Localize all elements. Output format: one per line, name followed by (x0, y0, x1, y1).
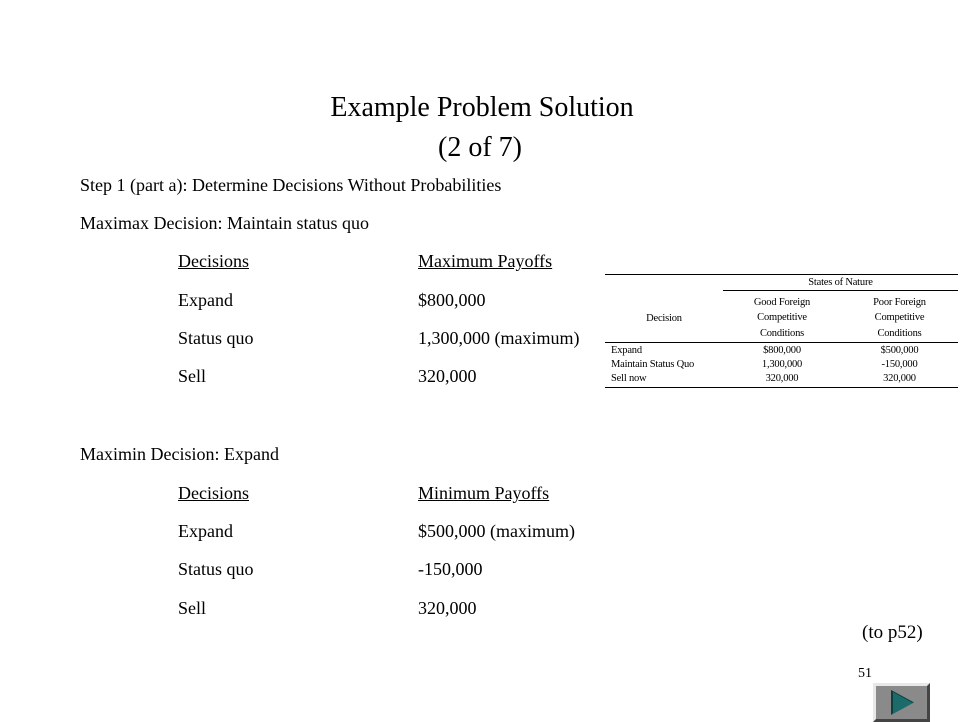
table-row-good: 320,000 (765, 373, 799, 384)
next-slide-button[interactable] (873, 683, 930, 722)
poor-col-header-line: Poor Foreign (873, 297, 926, 308)
maximax-row-decision: Expand (178, 290, 233, 310)
maximin-row-payoff: -150,000 (418, 559, 483, 579)
maximax-row-payoff: $800,000 (418, 290, 486, 310)
title-line-1: Example Problem Solution (330, 92, 634, 123)
slide-title (0, 88, 960, 168)
maximax-row-decision: Sell (178, 366, 207, 386)
decision-header: Decision (646, 313, 682, 324)
header-bottom-rule (605, 342, 958, 343)
table-row-poor: $500,000 (880, 345, 919, 356)
table-row-good: 1,300,000 (761, 359, 803, 370)
to-next-page-note: (to p52) (862, 622, 923, 643)
states-of-nature-header: States of Nature (808, 277, 873, 288)
maximax-row-payoff: 1,300,000 (maximum) (418, 328, 580, 348)
maximax-col-payoffs: Maximum Payoffs (418, 251, 553, 271)
maximin-row-decision: Expand (178, 521, 233, 541)
maximin-row-decision: Sell (178, 598, 207, 618)
maximin-row-payoff: $500,000 (maximum) (418, 521, 575, 541)
group-header-rule (723, 290, 958, 291)
table-row-decision: Expand (611, 345, 642, 356)
table-bottom-rule (605, 387, 958, 388)
poor-col-header-line: Conditions (877, 328, 922, 339)
right-triangle-icon (876, 686, 927, 719)
payoff-table (605, 274, 958, 394)
maximin-heading: Maximin Decision: Expand (80, 444, 279, 464)
good-col-header-line: Conditions (759, 328, 805, 339)
table-row-decision: Sell now (611, 373, 647, 384)
maximin-col-payoffs: Minimum Payoffs (418, 483, 550, 503)
good-col-header-line: Competitive (757, 312, 807, 323)
maximin-col-decisions: Decisions (178, 483, 249, 503)
poor-col-header-line: Competitive (874, 312, 925, 323)
title-line-2: (2 of 7) (438, 132, 522, 163)
table-top-rule (605, 274, 958, 275)
table-row-good: $800,000 (763, 345, 801, 356)
table-row-poor: 320,000 (883, 373, 916, 384)
maximax-heading: Maximax Decision: Maintain status quo (80, 213, 369, 233)
table-row-poor: -150,000 (881, 359, 918, 370)
page-number: 51 (858, 666, 872, 681)
step-heading: Step 1 (part a): Determine Decisions Without Probabilities (80, 175, 502, 195)
maximax-row-decision: Status quo (178, 328, 254, 348)
table-row-decision: Maintain Status Quo (611, 359, 695, 370)
good-col-header-line: Good Foreign (753, 297, 811, 308)
maximin-row-payoff: 320,000 (418, 598, 477, 618)
maximax-col-decisions: Decisions (178, 251, 249, 271)
maximax-row-payoff: 320,000 (418, 366, 477, 386)
maximin-row-decision: Status quo (178, 559, 254, 579)
